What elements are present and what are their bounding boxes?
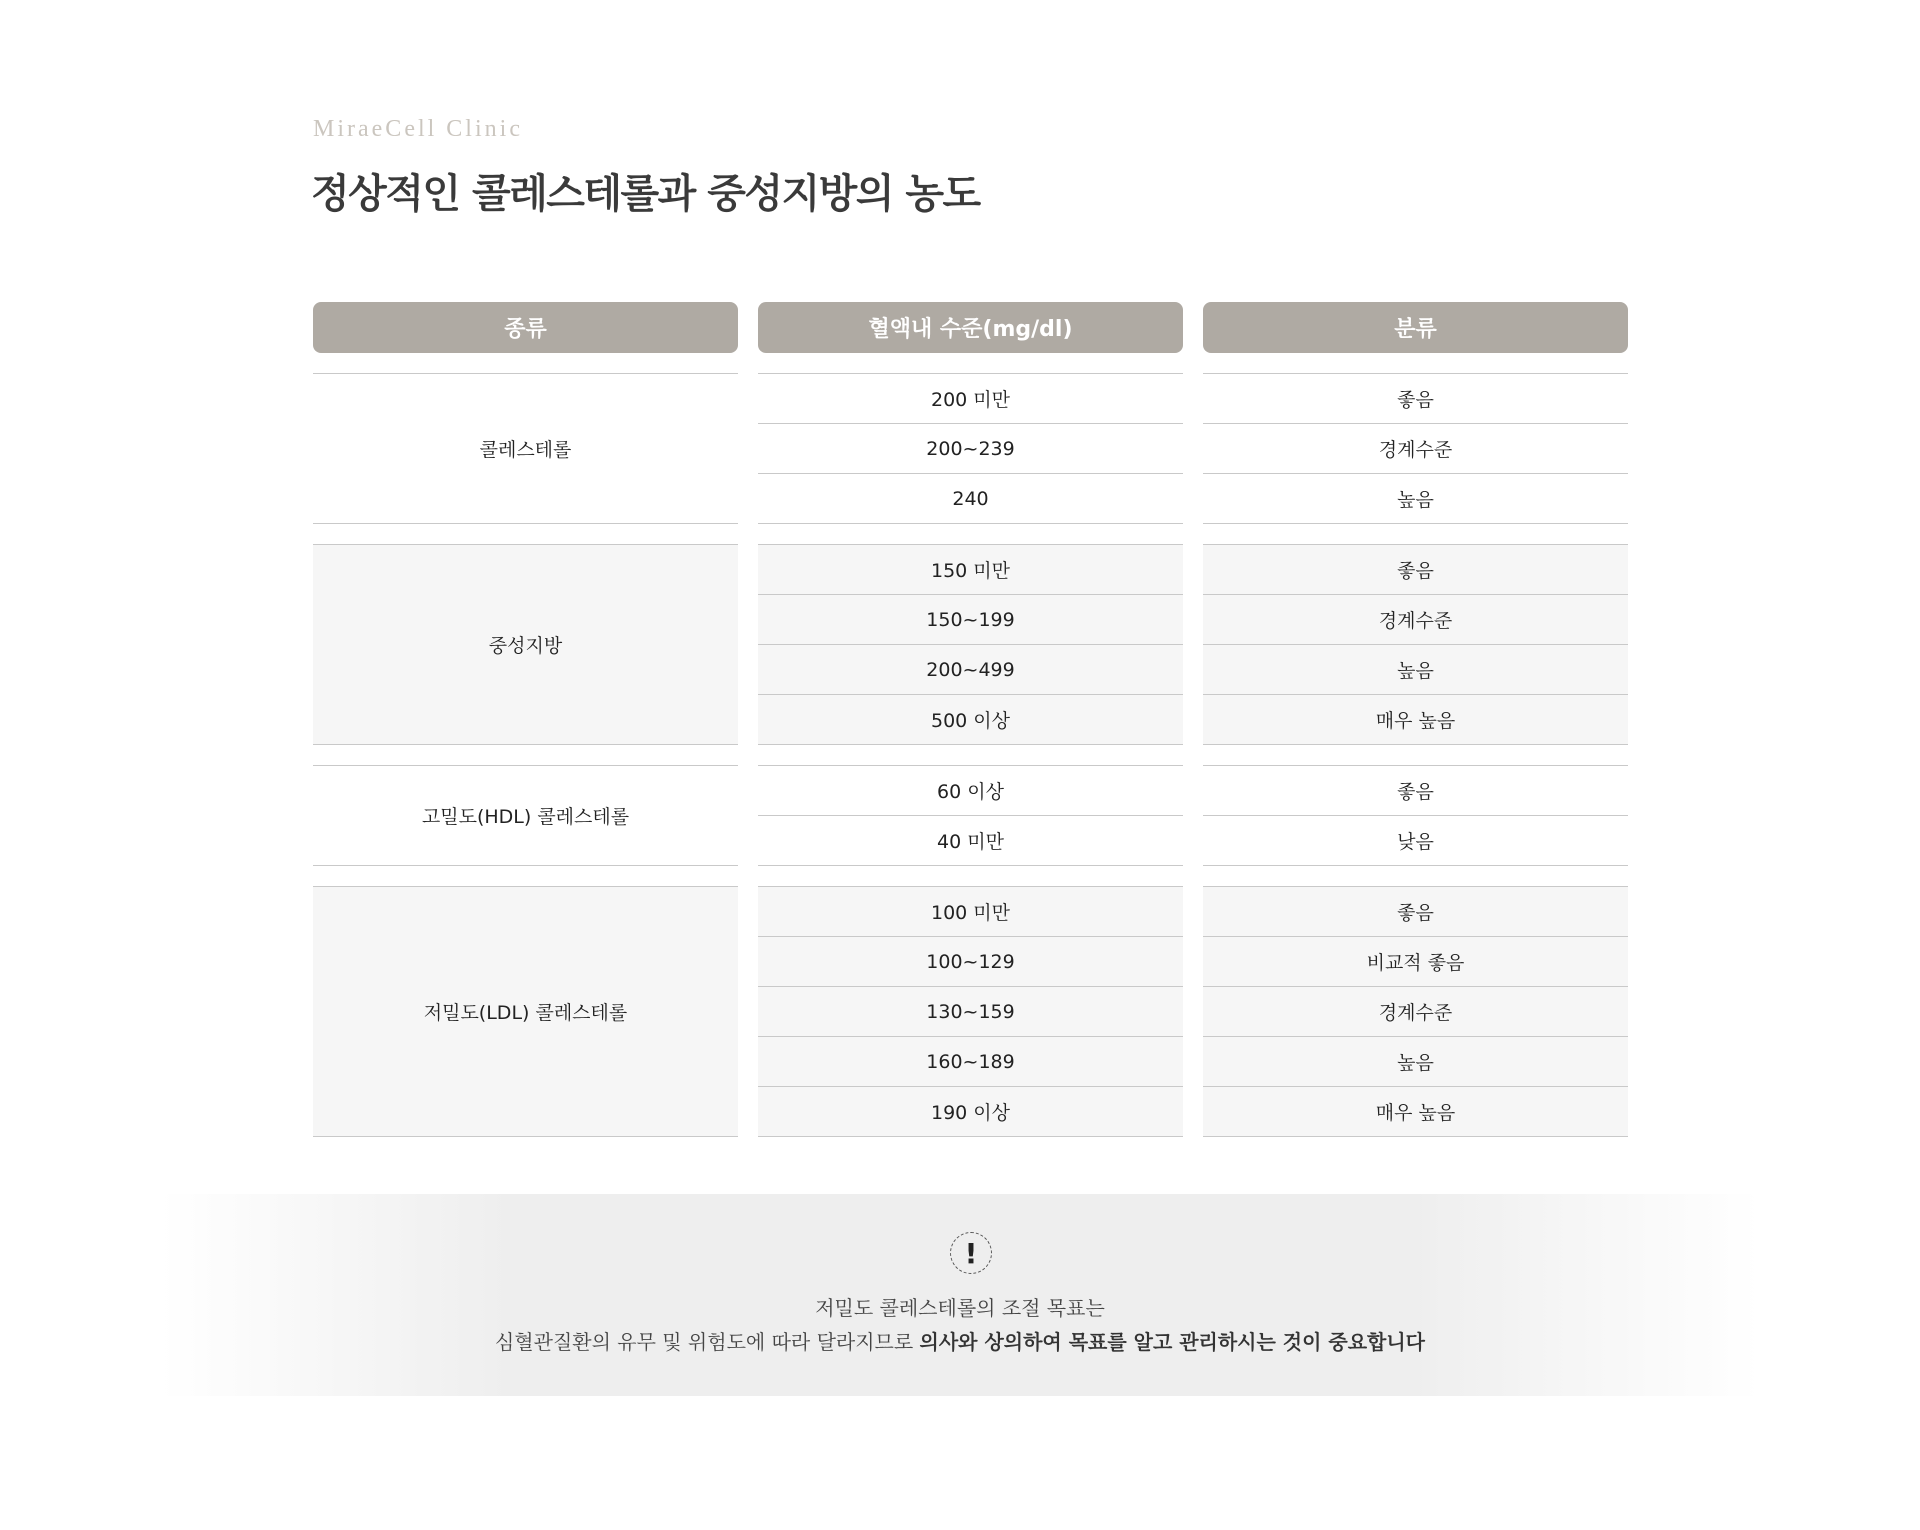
type-cell: 고밀도(HDL) 콜레스테롤 [313,766,738,866]
brand-name: MiraeCell Clinic [313,116,523,142]
group-hdl [313,765,738,866]
column-level-body [758,373,1183,1137]
class-cell: 좋음 [1203,766,1628,816]
notice-line-2 [160,1326,1760,1355]
level-cell: 100~129 [758,937,1183,987]
level-cell: 100 미만 [758,887,1183,937]
group-ldl [313,886,738,1137]
level-cell: 150 미만 [758,545,1183,595]
level-cell: 200 미만 [758,374,1183,424]
column-class [1203,302,1628,1137]
group-cholesterol [313,373,738,524]
class-cell: 경계수준 [1203,595,1628,645]
header-type: 종류 [313,302,738,353]
type-cell: 중성지방 [313,545,738,745]
class-cell: 낮음 [1203,816,1628,866]
class-cell: 높음 [1203,1037,1628,1087]
notice-line-2-bold: 의사와 상의하여 목표를 알고 관리하시는 것이 중요합니다 [919,1330,1425,1354]
class-cell: 매우 높음 [1203,1087,1628,1137]
level-cell: 500 이상 [758,695,1183,745]
class-cell: 높음 [1203,645,1628,695]
class-cell: 경계수준 [1203,987,1628,1037]
group-hdl [1203,765,1628,866]
header-class: 분류 [1203,302,1628,353]
column-type-body [313,373,738,1137]
class-cell: 경계수준 [1203,424,1628,474]
class-cell: 비교적 좋음 [1203,937,1628,987]
class-cell: 좋음 [1203,887,1628,937]
class-cell: 좋음 [1203,545,1628,595]
class-cell: 좋음 [1203,374,1628,424]
group-cholesterol [758,373,1183,524]
notice-line-2-normal: 심혈관질환의 유무 및 위험도에 따라 달라지므로 [494,1330,920,1354]
group-ldl [758,886,1183,1137]
group-triglyceride [313,544,738,745]
level-cell: 200~499 [758,645,1183,695]
exclamation-icon: ! [950,1232,992,1274]
level-cell: 160~189 [758,1037,1183,1087]
column-type [313,302,738,1137]
group-ldl [1203,886,1628,1137]
notice-box [160,1194,1760,1396]
page-title: 정상적인 콜레스테롤과 중성지방의 농도 [311,171,980,217]
column-class-body [1203,373,1628,1137]
column-level [758,302,1183,1137]
level-cell: 60 이상 [758,766,1183,816]
group-triglyceride [1203,544,1628,745]
level-cell: 130~159 [758,987,1183,1037]
level-cell: 190 이상 [758,1087,1183,1137]
level-cell: 200~239 [758,424,1183,474]
level-cell: 40 미만 [758,816,1183,866]
group-triglyceride [758,544,1183,745]
group-hdl [758,765,1183,866]
class-cell: 매우 높음 [1203,695,1628,745]
class-cell: 높음 [1203,474,1628,524]
type-cell: 저밀도(LDL) 콜레스테롤 [313,887,738,1137]
level-cell: 240 [758,474,1183,524]
type-cell: 콜레스테롤 [313,374,738,524]
notice-line-1: 저밀도 콜레스테롤의 조절 목표는 [815,1296,1105,1320]
header-level: 혈액내 수준(mg/dl) [758,302,1183,353]
group-cholesterol [1203,373,1628,524]
level-cell: 150~199 [758,595,1183,645]
